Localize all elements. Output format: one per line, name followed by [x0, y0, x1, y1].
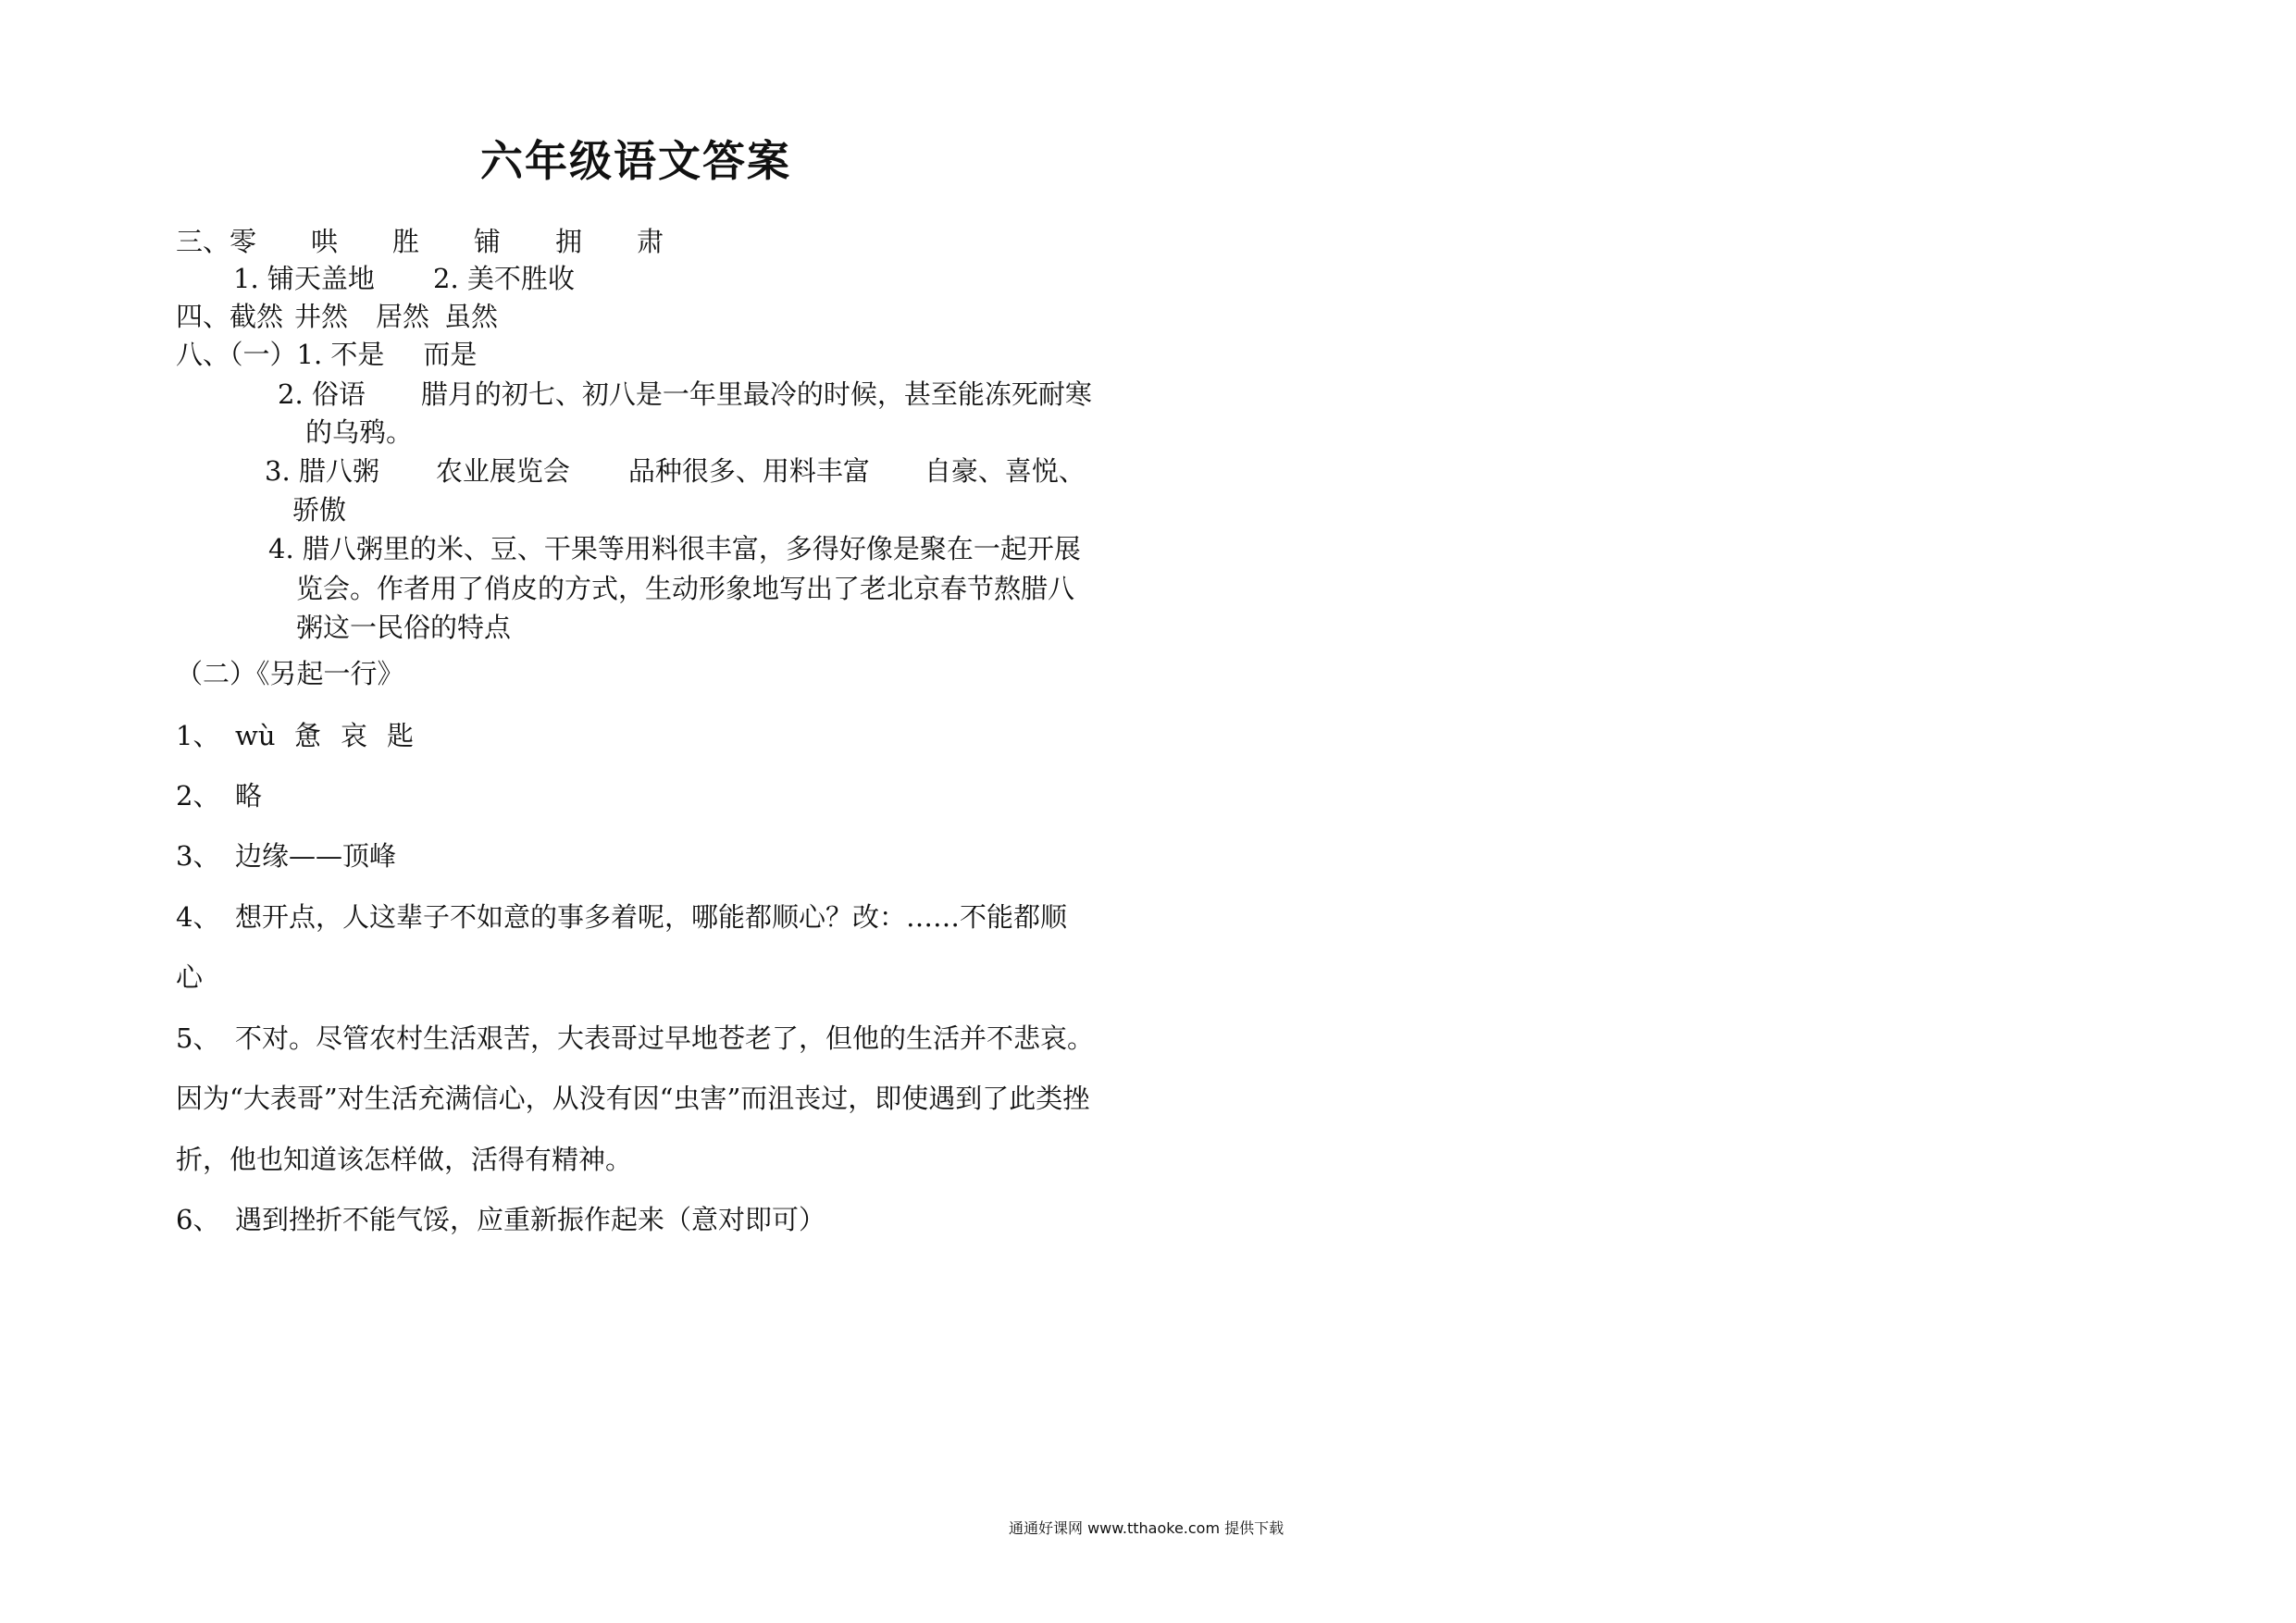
- section-4-word: 虽然: [444, 301, 499, 332]
- answer-2: [176, 780, 262, 812]
- footer-source: 通通好课网 www.tthaoke.com 提供下载: [1009, 1519, 1285, 1537]
- section-8-q3-cont: [292, 494, 346, 526]
- answer-6: [176, 1204, 825, 1235]
- answer-5-line2: 因为“大表哥”对生活充满信心，从没有因“虫害”而沮丧过，即使遇到了此类挫: [176, 1083, 1090, 1114]
- answer-4: [176, 901, 1067, 933]
- q4-line1: 4. 腊八粥里的米、豆、干果等用料很丰富，多得好像是聚在一起开展: [268, 533, 1081, 564]
- answer-6-text: 遇到挫折不能气馁，应重新振作起来（意对即可）: [235, 1204, 826, 1235]
- section-8-label: 八、（一）: [176, 339, 297, 370]
- answer-3-text: 边缘——顶峰: [235, 840, 397, 872]
- answer-4-line1: 想开点，人这辈子不如意的事多着呢，哪能都顺心？改：……不能都顺: [235, 901, 1068, 933]
- answer-3: [176, 840, 396, 872]
- answer-4-num: 4、: [176, 901, 220, 933]
- answer-6-num: 6、: [176, 1204, 220, 1235]
- section-3-char: 零: [230, 226, 257, 257]
- q2-line2: 的乌鸦。: [305, 416, 414, 448]
- answer-5-num: 5、: [176, 1022, 220, 1054]
- section-3-char: 哄: [311, 226, 339, 257]
- section-4-word: 截然: [230, 301, 284, 332]
- section-3-char: 拥: [555, 226, 583, 257]
- q2-num: 2.: [278, 378, 304, 410]
- section-3-item-2: 2. 美不胜收: [433, 263, 575, 294]
- section-3-line: [176, 226, 664, 257]
- section-3-char: 肃: [637, 226, 664, 257]
- section-4-word: 居然: [376, 301, 430, 332]
- q3-answer-c: 品种很多、用料丰富: [627, 455, 870, 487]
- answer-2-num: 2、: [176, 780, 220, 812]
- section-3-char: 铺: [474, 226, 502, 257]
- section-8-q4: [268, 533, 1081, 564]
- answer-4-line2: 心: [176, 961, 204, 993]
- section-3-item-1: 1. 铺天盖地: [233, 263, 375, 294]
- q4-line2: 览会。作者用了俏皮的方式，生动形象地写出了老北京春节熬腊八: [296, 573, 1075, 604]
- answer-5-cont: [176, 1083, 1089, 1114]
- section-3-char: 胜: [392, 226, 420, 257]
- answer-3-num: 3、: [176, 840, 220, 872]
- section-8-q4-cont: [296, 573, 1074, 604]
- section-8-q4-cont2: [296, 612, 511, 643]
- page-title: 六年级语文答案: [480, 136, 791, 186]
- answer-1-char: 哀: [341, 720, 368, 751]
- section-8-q2-cont: [305, 416, 413, 448]
- section-8-q1: [176, 339, 477, 370]
- answer-5-line3: 折，他也知道该怎样做，活得有精神。: [176, 1144, 633, 1175]
- answer-1: [176, 720, 414, 751]
- answer-2-text: 略: [235, 780, 263, 812]
- section-4-label: 四、: [176, 301, 230, 332]
- answer-5-cont2: [176, 1144, 632, 1175]
- section-3-label: 三、: [176, 226, 230, 257]
- section-8-q2: [278, 378, 1092, 410]
- answer-4-cont: [176, 961, 203, 993]
- part-2-heading: （二）《另起一行》: [176, 658, 404, 689]
- q3-answer-d: 自豪、喜悦、: [924, 455, 1086, 487]
- q1-answer-a: 不是: [330, 339, 385, 370]
- q3-answer-b: 农业展览会: [435, 455, 570, 487]
- section-4-line: [176, 301, 498, 332]
- q1-answer-b: 而是: [423, 339, 478, 370]
- q3-line2: 骄傲: [292, 494, 347, 526]
- q1-num: 1.: [296, 339, 323, 370]
- section-3-idioms: [233, 263, 575, 294]
- answer-1-char: 惫: [294, 720, 322, 751]
- answer-5: [176, 1022, 1094, 1054]
- q3-num: 3.: [265, 455, 291, 487]
- q2-answer-a: 俗语: [311, 378, 366, 410]
- answer-1-num: 1、: [176, 720, 220, 751]
- answer-5-line1: 不对。尽管农村生活艰苦，大表哥过早地苍老了，但他的生活并不悲哀。: [235, 1022, 1095, 1054]
- answer-1-char: 匙: [387, 720, 415, 751]
- q4-line3: 粥这一民俗的特点: [296, 612, 512, 643]
- answer-1-pinyin: wù: [235, 720, 276, 751]
- section-4-word: 井然: [294, 301, 349, 332]
- section-8-q3: [265, 455, 1086, 487]
- q2-line1: 腊月的初七、初八是一年里最冷的时候，甚至能冻死耐寒: [420, 378, 1092, 410]
- q3-answer-a: 腊八粥: [298, 455, 379, 487]
